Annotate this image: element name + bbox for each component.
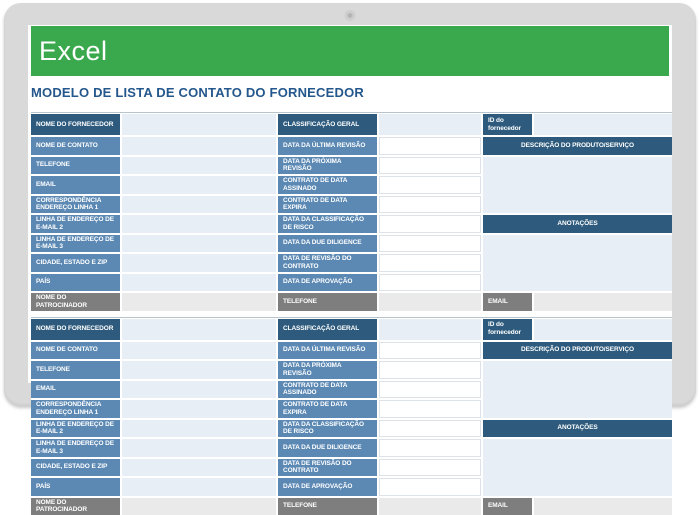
field-label-cell: TELEFONE — [278, 293, 377, 311]
field-label-cell: DATA DA PRÓXIMA REVISÃO — [278, 361, 377, 379]
field-input-cell[interactable] — [122, 439, 276, 457]
field-input-cell[interactable] — [379, 439, 481, 457]
notes-input-area[interactable] — [483, 439, 672, 496]
field-label-cell: PAÍS — [31, 478, 120, 496]
field-label-cell: NOME DO PATROCINADOR — [31, 498, 120, 515]
field-input-cell[interactable] — [379, 235, 481, 253]
description-input-area[interactable] — [483, 361, 672, 418]
field-label-cell: EMAIL — [483, 498, 532, 515]
laptop-frame — [4, 3, 696, 406]
field-label-cell: CONTRATO DE DATA EXPIRA — [278, 400, 377, 418]
excel-logo-text: Excel — [39, 36, 108, 67]
field-label-cell: CLASSIFICAÇÃO GERAL — [278, 114, 377, 135]
field-input-cell[interactable] — [379, 157, 481, 175]
field-label-cell: TELEFONE — [31, 157, 120, 175]
field-input-cell[interactable] — [379, 215, 481, 233]
notes-input-area[interactable] — [483, 235, 672, 292]
laptop-screen — [28, 25, 672, 383]
field-input-cell[interactable] — [534, 293, 672, 311]
field-label-cell: DATA DA DUE DILIGENCE — [278, 235, 377, 253]
supplier-table-1 — [31, 112, 672, 311]
supplier-id-input-cell[interactable] — [534, 319, 672, 340]
field-input-cell[interactable] — [379, 293, 481, 311]
field-label-cell: DATA DA ÚLTIMA REVISÃO — [278, 342, 377, 360]
field-input-cell[interactable] — [122, 274, 276, 292]
supplier-id-input-cell[interactable] — [534, 114, 672, 135]
webcam-icon — [345, 10, 356, 21]
description-input-area[interactable] — [483, 157, 672, 214]
field-input-cell[interactable] — [122, 459, 276, 477]
field-label-cell: DATA DA ÚLTIMA REVISÃO — [278, 137, 377, 155]
field-input-cell[interactable] — [122, 420, 276, 438]
field-label-cell: DATA DA CLASSIFICAÇÃO DE RISCO — [278, 215, 377, 233]
notes-header-cell: ANOTAÇÕES — [483, 215, 672, 233]
field-label-cell: NOME DO FORNECEDOR — [31, 319, 120, 340]
field-label-cell: LINHA DE ENDEREÇO DE E-MAIL 3 — [31, 439, 120, 457]
field-label-cell: PAÍS — [31, 274, 120, 292]
supplier-id-label-cell: ID do fornecedor — [483, 319, 532, 340]
field-label-cell: DATA DE REVISÃO DO CONTRATO — [278, 254, 377, 272]
supplier-id-label-cell: ID do fornecedor — [483, 114, 532, 135]
field-label-cell: EMAIL — [31, 176, 120, 194]
supplier-table-2 — [31, 317, 672, 515]
field-label-cell: DATA DE APROVAÇÃO — [278, 274, 377, 292]
field-label-cell: NOME DO PATROCINADOR — [31, 293, 120, 311]
field-input-cell[interactable] — [122, 381, 276, 399]
field-input-cell[interactable] — [379, 137, 481, 155]
description-header-cell: DESCRIÇÃO DO PRODUTO/SERVIÇO — [483, 137, 672, 155]
field-label-cell: NOME DE CONTATO — [31, 342, 120, 360]
field-input-cell[interactable] — [122, 319, 276, 340]
field-label-cell: DATA DE APROVAÇÃO — [278, 478, 377, 496]
description-header-cell: DESCRIÇÃO DO PRODUTO/SERVIÇO — [483, 342, 672, 360]
field-input-cell[interactable] — [122, 342, 276, 360]
field-input-cell[interactable] — [534, 498, 672, 515]
field-label-cell: TELEFONE — [278, 498, 377, 515]
field-label-cell: CONTRATO DE DATA ASSINADO — [278, 381, 377, 399]
field-label-cell: CIDADE, ESTADO E ZIP — [31, 254, 120, 272]
field-input-cell[interactable] — [379, 420, 481, 438]
field-label-cell: TELEFONE — [31, 361, 120, 379]
field-input-cell[interactable] — [122, 498, 276, 515]
field-label-cell: DATA DA CLASSIFICAÇÃO DE RISCO — [278, 420, 377, 438]
field-input-cell[interactable] — [122, 235, 276, 253]
field-label-cell: LINHA DE ENDEREÇO DE E-MAIL 3 — [31, 235, 120, 253]
field-input-cell[interactable] — [379, 196, 481, 214]
field-label-cell: CIDADE, ESTADO E ZIP — [31, 459, 120, 477]
field-input-cell[interactable] — [379, 114, 481, 135]
field-input-cell[interactable] — [122, 254, 276, 272]
field-label-cell: LINHA DE ENDEREÇO DE E-MAIL 2 — [31, 215, 120, 233]
field-label-cell: CLASSIFICAÇÃO GERAL — [278, 319, 377, 340]
field-label-cell: CORRESPONDÊNCIA ENDEREÇO LINHA 1 — [31, 400, 120, 418]
page-title: MODELO DE LISTA DE CONTATO DO FORNECEDOR — [31, 85, 672, 100]
field-input-cell[interactable] — [122, 157, 276, 175]
field-input-cell[interactable] — [122, 215, 276, 233]
field-input-cell[interactable] — [122, 137, 276, 155]
field-input-cell[interactable] — [379, 254, 481, 272]
field-input-cell[interactable] — [122, 176, 276, 194]
field-label-cell: CORRESPONDÊNCIA ENDEREÇO LINHA 1 — [31, 196, 120, 214]
field-input-cell[interactable] — [122, 114, 276, 135]
field-label-cell: EMAIL — [31, 381, 120, 399]
field-input-cell[interactable] — [379, 498, 481, 515]
field-input-cell[interactable] — [379, 381, 481, 399]
field-input-cell[interactable] — [379, 478, 481, 496]
field-input-cell[interactable] — [122, 293, 276, 311]
field-input-cell[interactable] — [122, 361, 276, 379]
field-label-cell: DATA DA PRÓXIMA REVISÃO — [278, 157, 377, 175]
field-input-cell[interactable] — [379, 342, 481, 360]
field-input-cell[interactable] — [379, 274, 481, 292]
field-label-cell: NOME DO FORNECEDOR — [31, 114, 120, 135]
field-input-cell[interactable] — [379, 176, 481, 194]
field-input-cell[interactable] — [122, 196, 276, 214]
notes-header-cell: ANOTAÇÕES — [483, 420, 672, 438]
field-input-cell[interactable] — [122, 478, 276, 496]
field-input-cell[interactable] — [122, 400, 276, 418]
field-label-cell: LINHA DE ENDEREÇO DE E-MAIL 2 — [31, 420, 120, 438]
field-label-cell: DATA DA DUE DILIGENCE — [278, 439, 377, 457]
field-label-cell: DATA DE REVISÃO DO CONTRATO — [278, 459, 377, 477]
field-input-cell[interactable] — [379, 459, 481, 477]
field-label-cell: NOME DE CONTATO — [31, 137, 120, 155]
field-input-cell[interactable] — [379, 319, 481, 340]
field-input-cell[interactable] — [379, 361, 481, 379]
field-label-cell: CONTRATO DE DATA EXPIRA — [278, 196, 377, 214]
field-label-cell: CONTRATO DE DATA ASSINADO — [278, 176, 377, 194]
field-label-cell: EMAIL — [483, 293, 532, 311]
excel-brand-bar — [31, 26, 669, 76]
field-input-cell[interactable] — [379, 400, 481, 418]
